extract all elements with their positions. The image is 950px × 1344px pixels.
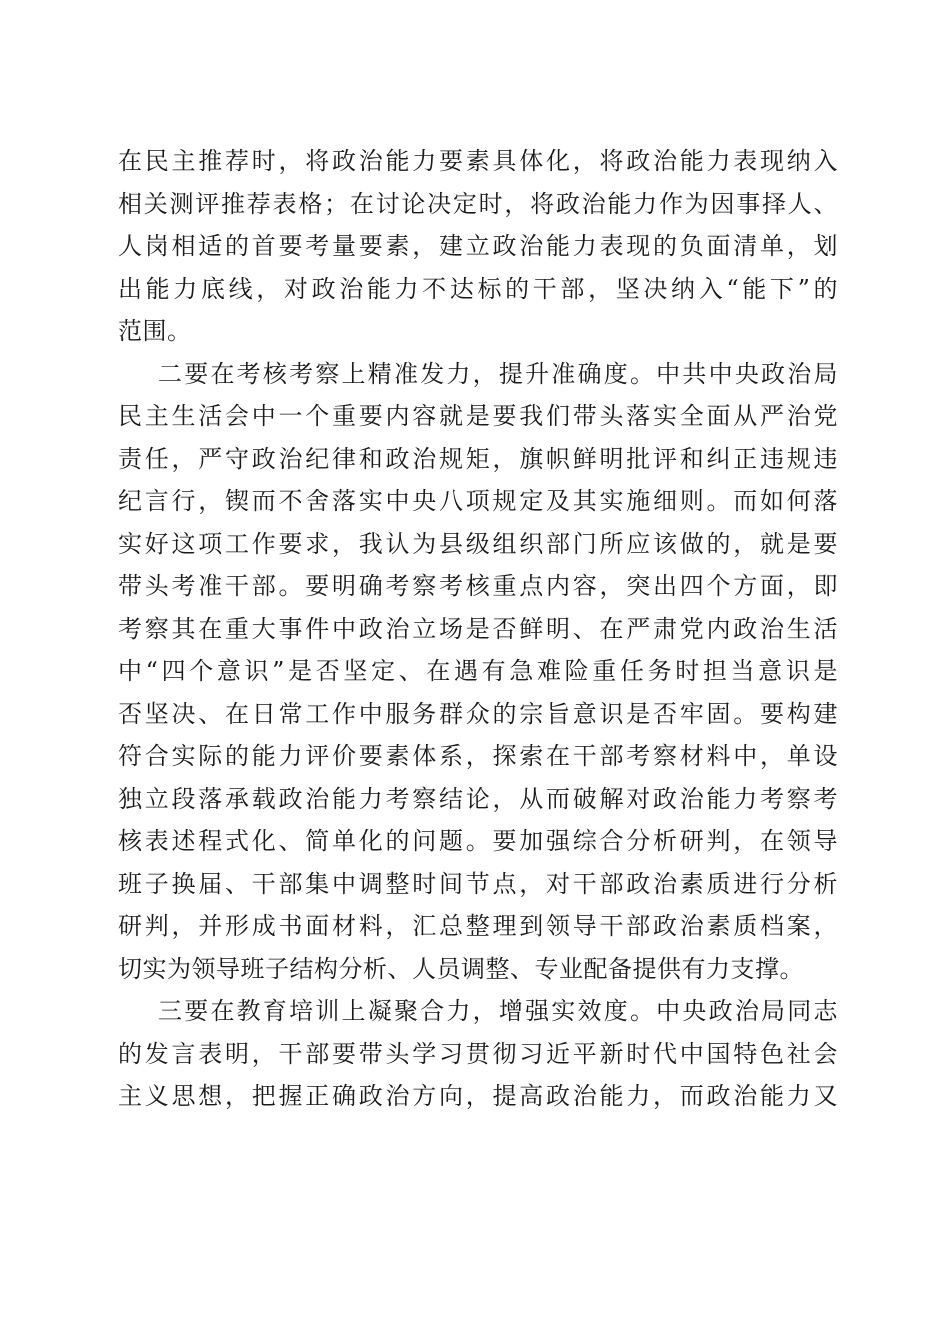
text-line: 独立段落承载政治能力考察结论，从而破解对政治能力考察考 — [118, 784, 838, 813]
text-line: 核表述程式化、简单化的问题。要加强综合分析研判，在领导 — [118, 827, 838, 855]
paragraph-heading-line: 三要在教育培训上凝聚合力，增强实效度。中央政治局同志 — [158, 997, 838, 1025]
text-line: 民主生活会中一个重要内容就是要我们带头落实全面从严治党 — [118, 402, 838, 430]
text-line: 切实为领导班子结构分析、人员调整、专业配备提供有力支撑。 — [118, 954, 804, 983]
text-line: 否坚决、在日常工作中服务群众的宗旨意识是否牢固。要构建 — [118, 699, 838, 728]
text-line: 出能力底线，对政治能力不达标的干部，坚决纳入“能下”的 — [118, 274, 838, 303]
text-line: 中“四个意识”是否坚定、在遇有急难险重任务时担当意识是 — [118, 657, 838, 685]
text-line: 人岗相适的首要考量要素，建立政治能力表现的负面清单，划 — [118, 232, 838, 260]
text-line: 纪言行，锲而不舍落实中央八项规定及其实施细则。而如何落 — [118, 487, 838, 515]
text-line: 范围。 — [118, 317, 192, 345]
text-line: 实好这项工作要求，我认为县级组织部门所应该做的，就是要 — [118, 529, 838, 558]
paragraph-heading-line: 二要在考核考察上精准发力，提升准确度。中共中央政治局 — [158, 359, 838, 388]
text-line: 研判，并形成书面材料，汇总整理到领导干部政治素质档案， — [118, 912, 838, 940]
text-line: 带头考准干部。要明确考察考核重点内容，突出四个方面，即 — [118, 572, 838, 600]
text-line: 在民主推荐时，将政治能力要素具体化，将政治能力表现纳入 — [118, 147, 838, 175]
text-line: 符合实际的能力评价要素体系，探索在干部考察材料中，单设 — [118, 742, 838, 770]
text-line: 责任，严守政治纪律和政治规矩，旗帜鲜明批评和纠正违规违 — [118, 444, 838, 473]
text-line: 相关测评推荐表格；在讨论决定时，将政治能力作为因事择人、 — [118, 189, 838, 218]
text-line: 考察其在重大事件中政治立场是否鲜明、在严肃党内政治生活 — [118, 614, 838, 643]
text-line: 的发言表明，干部要带头学习贯彻习近平新时代中国特色社会 — [118, 1039, 838, 1068]
text-line: 主义思想，把握正确政治方向，提高政治能力，而政治能力又 — [118, 1082, 838, 1110]
text-line: 班子换届、干部集中调整时间节点，对干部政治素质进行分析 — [118, 869, 838, 898]
body-text — [118, 140, 838, 1118]
